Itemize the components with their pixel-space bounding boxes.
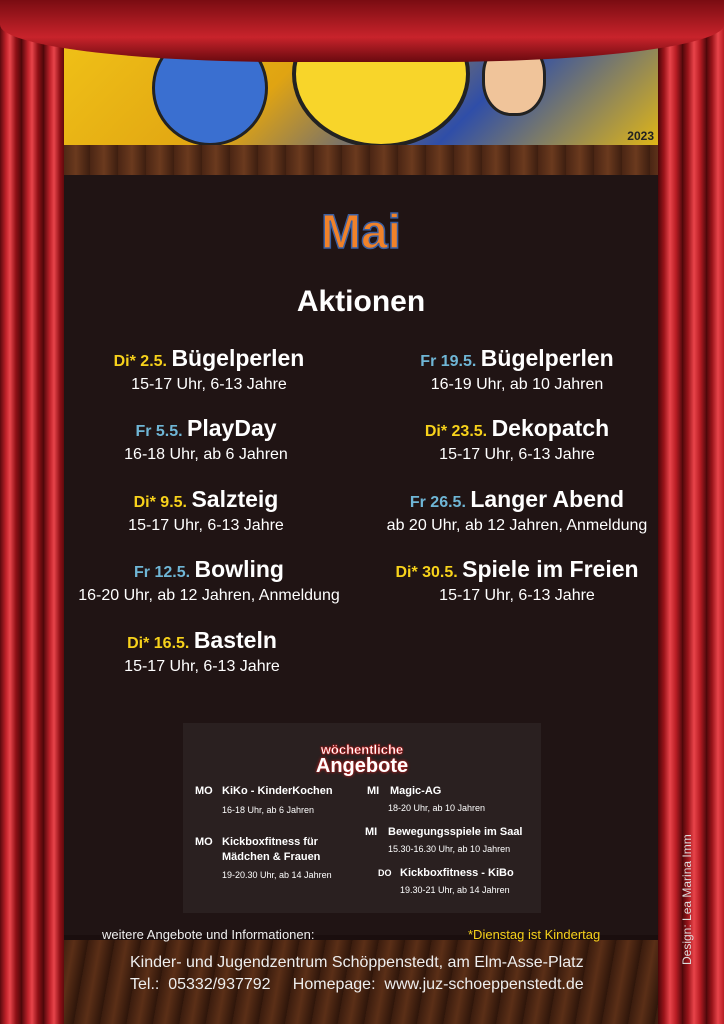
weekly-name: Magic-AG xyxy=(390,785,442,797)
weekly-name: Kickboxfitness für xyxy=(222,836,318,848)
weekly-day: MO xyxy=(195,785,213,797)
event-title: Dekopatch xyxy=(491,415,610,441)
event-date: Fr 12.5. xyxy=(134,564,191,581)
event-item xyxy=(46,486,366,535)
weekly-item xyxy=(367,785,485,813)
address-block xyxy=(130,952,584,996)
contact-line: Tel.: 05332/937792 Homepage: www.juz-schoeppenstedt.de xyxy=(130,976,584,993)
event-title: Bügelperlen xyxy=(171,345,305,371)
event-info: 16-19 Uhr, ab 10 Jahren xyxy=(430,376,604,393)
event-title: Spiele im Freien xyxy=(462,556,639,582)
event-title: Langer Abend xyxy=(470,486,625,512)
event-info: 16-20 Uhr, ab 12 Jahren, Anmeldung xyxy=(78,587,340,604)
event-title: Bowling xyxy=(194,556,284,582)
month-title: Mai xyxy=(320,206,401,259)
event-date: Di* 2.5. xyxy=(113,353,167,370)
weekly-day: MI xyxy=(365,826,378,838)
weekly-time: 19-20.30 Uhr, ab 14 Jahren xyxy=(222,870,332,880)
weekly-name: Bewegungsspiele im Saal xyxy=(388,826,523,838)
event-title: PlayDay xyxy=(187,415,277,441)
weekly-name: KiKo - KinderKochen xyxy=(222,785,333,797)
event-date: Di* 16.5. xyxy=(127,635,190,652)
weekly-offers-title xyxy=(183,743,541,776)
address-line: Kinder- und Jugendzentrum Schöppenstedt, am Elm-Asse-Platz xyxy=(130,954,584,971)
weekly-title-line1: wöchentliche xyxy=(320,742,404,757)
event-info: 15-17 Uhr, 6-13 Jahre xyxy=(124,658,280,675)
event-date: Di* 23.5. xyxy=(424,423,488,440)
weekly-time: 16-18 Uhr, ab 6 Jahren xyxy=(222,805,315,815)
weekly-time: 19.30-21 Uhr, ab 14 Jahren xyxy=(400,885,510,895)
weekly-title-line2: Angebote xyxy=(315,755,409,777)
event-date: Fr 5.5. xyxy=(135,423,183,440)
event-date: Di* 30.5. xyxy=(395,564,458,581)
designer-credit: Design: Lea Marina Imm xyxy=(680,834,694,965)
event-item xyxy=(49,556,369,605)
weekly-item xyxy=(378,867,514,895)
weekly-day: MI xyxy=(367,785,380,797)
weekly-name-cont: Mädchen & Frauen xyxy=(222,851,321,863)
curtain-valance xyxy=(0,0,724,62)
event-title: Basteln xyxy=(193,627,277,653)
weekly-time: 18-20 Uhr, ab 10 Jahren xyxy=(388,803,486,813)
weekly-name: Kickboxfitness - KiBo xyxy=(400,867,514,879)
event-info: 15-17 Uhr, 6-13 Jahre xyxy=(439,587,595,604)
event-item xyxy=(357,556,677,605)
event-item xyxy=(49,345,369,394)
event-item xyxy=(357,415,677,464)
event-info: ab 20 Uhr, ab 12 Jahren, Anmeldung xyxy=(386,517,648,534)
weekly-item xyxy=(365,826,523,854)
weekly-item xyxy=(195,785,333,815)
event-info: 15-17 Uhr, 6-13 Jahre xyxy=(128,517,284,534)
weekly-day: DO xyxy=(378,868,392,878)
more-info-label: weitere Angebote und Informationen: xyxy=(102,927,315,942)
event-date: Di* 9.5. xyxy=(133,494,187,511)
event-item xyxy=(46,415,366,464)
section-heading: Aktionen xyxy=(296,285,426,318)
event-info: 15-17 Uhr, 6-13 Jahre xyxy=(439,446,595,463)
event-item xyxy=(357,486,677,535)
banner-year: 2023 xyxy=(627,129,654,143)
event-title: Salzteig xyxy=(191,486,279,512)
event-info: 16-18 Uhr, ab 6 Jahren xyxy=(124,446,288,463)
weekly-day: MO xyxy=(195,836,213,848)
weekly-time: 15.30-16.30 Uhr, ab 10 Jahren xyxy=(388,844,511,854)
event-item xyxy=(357,345,677,394)
event-item xyxy=(42,627,362,676)
weekly-item xyxy=(195,836,332,880)
event-date: Fr 19.5. xyxy=(420,353,477,370)
tuesday-note: *Dienstag ist Kindertag xyxy=(468,927,601,942)
wood-beam-top xyxy=(62,145,660,175)
event-info: 15-17 Uhr, 6-13 Jahre xyxy=(131,376,287,393)
event-date: Fr 26.5. xyxy=(409,494,466,511)
weekly-offers-box xyxy=(183,723,541,913)
event-title: Bügelperlen xyxy=(480,345,614,371)
